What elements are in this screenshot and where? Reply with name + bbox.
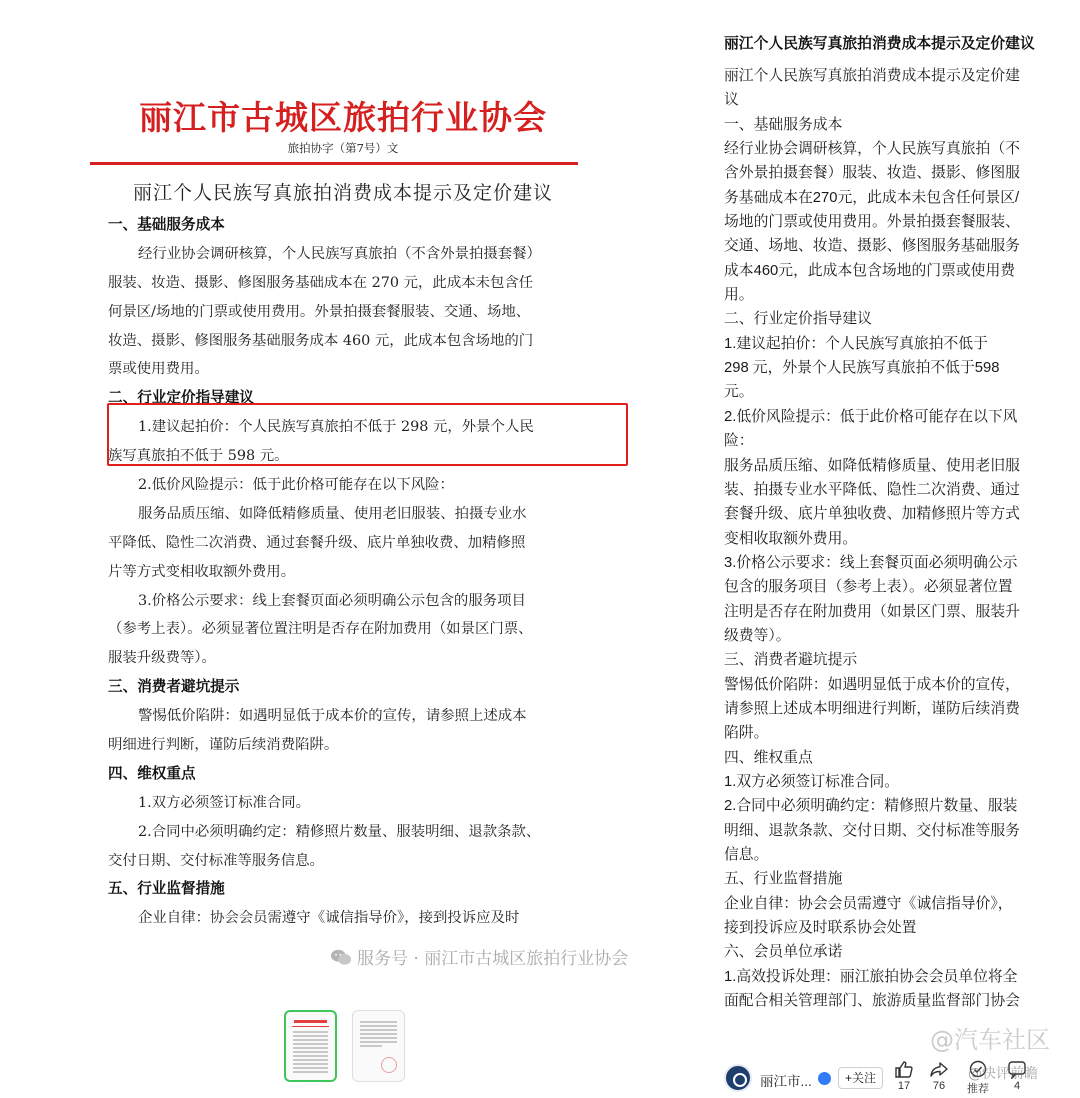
article-line: 交通、场地、妆造、摄影、修图服务基础服务 [724,238,1020,255]
document-text-line: 警惕低价陷阱：如遇明显低于成本价的宣传，请参照上述成本 [138,708,527,725]
document-text-line: 1.建议起拍价：个人民族写真旅拍不低于 298 元，外景个人民 [138,419,534,436]
document-text-line: 2.合同中必须明确约定：精修照片数量、服装明细、退款条款、 [138,823,541,840]
article-line: 包含的服务项目（参考上表）。必须显著位置 [724,579,1013,596]
article-line: 含外景拍摄套餐）服装、妆造、摄影、修图服 [724,165,1020,182]
document-subtitle: 丽江个人民族写真旅拍消费成本提示及定价建议 [132,182,553,204]
share-count: 76 [932,1080,946,1092]
document-text-line: 1.双方必须签订标准合同。 [138,794,311,811]
article-line: 1.双方必须签订标准合同。 [724,773,900,790]
article-line: 1.建议起拍价：个人民族写真旅拍不低于 [724,335,988,352]
wechat-icon [330,949,352,966]
article-line: 陷阱。 [724,725,769,742]
document-org-title: 丽江市古城区旅拍行业协会 [139,98,547,137]
article-text [724,33,1036,1013]
document-text-line: 服装、妆造、摄影、修图服务基础成本在 270 元，此成本未包含任 [108,274,534,291]
red-divider [90,162,578,165]
comment-count: 4 [1013,1080,1021,1092]
document-text-line: 族写真旅拍不低于 598 元。 [108,448,289,465]
document-section-heading: 三、消费者避坑提示 [108,678,240,696]
document-text-line: 票或使用费用。 [108,361,209,378]
article-line: 2.低价风险提示：低于此价格可能存在以下风 [724,408,1018,425]
article-line: 议 [724,92,739,109]
article-line: 元。 [724,384,754,401]
article-line: 套餐升级、底片单独收费、加精修照片等方式 [724,506,1020,523]
article-line: 注明是否存在附加费用（如景区门票、服装升 [724,603,1020,620]
article-line: 用。 [724,287,754,304]
article-line: 经行业协会调研核算，个人民族写真旅拍（不 [724,141,1020,158]
highlight-box [107,403,628,466]
article-line: 二、行业定价指导建议 [724,311,872,328]
kuaibao-watermark: @快评前瞻 [968,1066,1038,1082]
thumbs-up-icon [894,1060,914,1079]
document-text-line: 服务品质压缩、如降低精修质量、使用老旧服装、拍摄专业水 [138,505,527,522]
document-text-line: 妆造、摄影、修图服务基础服务成本 460 元，此成本包含场地的门 [108,332,534,349]
article-line: 接到投诉应及时联系协会处置 [724,920,917,937]
thumbnail-page-1[interactable] [284,1010,337,1082]
article-line: 请参照上述成本明细进行判断，谨防后续消费 [724,700,1020,717]
article-line: 服务品质压缩、如降低精修质量、使用老旧服 [724,457,1020,474]
document-section-heading: 五、行业监督措施 [108,880,225,898]
verified-icon [818,1072,831,1085]
article-line: 一、基础服务成本 [724,116,843,133]
avatar[interactable] [724,1064,752,1092]
document-text-line: 2.低价风险提示：低于此价格可能存在以下风险： [138,477,454,494]
document-text-line: 经行业协会调研核算，个人民族写真旅拍（不含外景拍摄套餐） [138,245,541,262]
document-section-heading: 四、维权重点 [108,764,196,782]
article-line: 明细、退款条款、交付日期、交付标准等服务 [724,822,1020,839]
recommend-label: 推荐 [967,1083,989,1095]
article-line: 面配合相关管理部门、旅游质量监督部门协会 [724,993,1020,1010]
like-count: 17 [897,1080,911,1092]
share-button[interactable] [921,1060,957,1092]
article-line: 丽江个人民族写真旅拍消费成本提示及定价建 [724,68,1020,84]
document-text-line: 明细进行判断，谨防后续消费陷阱。 [108,737,339,754]
article-line: 装、拍摄专业水平降低、隐性二次消费、通过 [724,481,1020,498]
article-line: 2.合同中必须明确约定：精修照片数量、服装 [724,798,1018,815]
thumbnail-page-2[interactable] [352,1010,405,1082]
watermark-text: 服务号 · 丽江市古城区旅拍行业协会 [357,949,629,969]
article-line: 成本460元，此成本包含场地的门票或使用费 [724,262,1016,279]
document-text-line: 平降低、隐性二次消费、通过套餐升级、底片单独收费、加精修照 [108,534,526,551]
article-line: 务基础成本在270元，此成本未包含任何景区/ [724,189,1020,206]
service-account-watermark [330,944,670,969]
article-title: 丽江个人民族写真旅拍消费成本提示及定价建议 [724,36,1035,52]
article-line: 四、维权重点 [724,749,813,766]
article-body [724,64,1036,1013]
article-line: 企业自律：协会会员需遵守《诚信指导价》， [724,895,1013,912]
article-line: 场地的门票或使用费用。外景拍摄套餐服装、 [724,214,1020,231]
document-section-heading: 二、行业定价指导建议 [108,389,254,407]
article-line: 五、行业监督措施 [724,871,843,888]
share-icon [929,1060,949,1079]
document-number: 旅拍协字（第7号）文 [287,141,399,155]
document-text-line: 服装升级费等）。 [108,650,216,667]
article-line: 信息。 [724,847,769,863]
article-line: 变相收取额外费用。 [724,530,858,547]
document-text-line: 交付日期、交付标准等服务信息。 [108,852,324,869]
document-text-line: 何景区/场地的门票或使用费用。外景拍摄套餐服装、交通、场地、 [108,303,531,320]
article-line: 六、会员单位承诺 [724,944,843,961]
document-text-line: 企业自律：协会会员需遵守《诚信指导价》，接到投诉应及时 [138,910,520,927]
like-button[interactable] [886,1060,922,1092]
document-text-line: （参考上表）。必须显著位置注明是否存在附加费用（如景区门票、 [108,621,533,638]
article-line: 298 元，外景个人民族写真旅拍不低于598 [724,360,1000,377]
account-name[interactable]: 丽江市... [760,1074,812,1089]
article-line: 3.价格公示要求：线上套餐页面必须明确公示 [724,554,1018,571]
article-line: 险： [724,433,754,450]
follow-button[interactable]: +关注 [838,1067,883,1089]
document-body [108,211,583,933]
article-line: 警惕低价陷阱：如遇明显低于成本价的宣传， [724,676,1020,693]
article-line: 三、消费者避坑提示 [724,652,858,669]
article-line: 1.高效投诉处理：丽江旅拍协会会员单位将全 [724,968,1018,985]
document-section-heading: 一、基础服务成本 [108,216,225,233]
community-watermark: @汽车社区 [930,1026,1050,1054]
document-image[interactable] [88,80,598,960]
document-text-line: 片等方式变相收取额外费用。 [108,563,296,580]
article-line: 级费等）。 [724,627,791,644]
document-text-line: 3.价格公示要求：线上套餐页面必须明确公示包含的服务项目 [138,592,526,609]
